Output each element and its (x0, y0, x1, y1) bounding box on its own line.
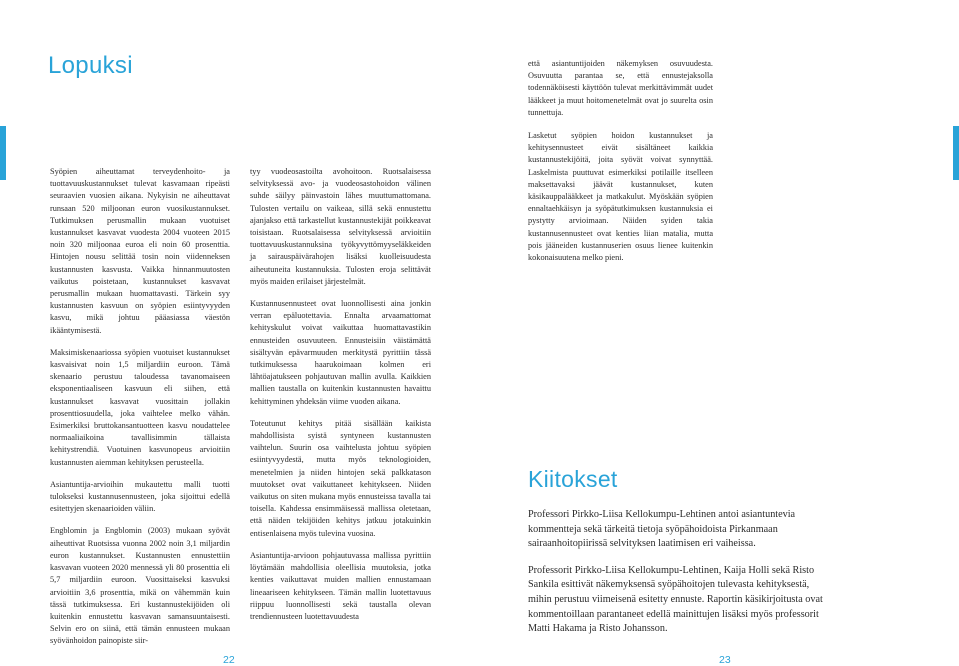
paragraph: Asiantuntija-arvioihin mukautettu malli tuotti tulokseksi kustannusennusteen, joka sijoittui edellä esitettyjen skenaarioiden väliin. (50, 479, 230, 514)
paragraph: Toteutunut kehitys pitää sisällään kaikista mahdollisista syistä syntyneen kustannusten vaihtelun. Suurin osa vaihtelusta johtuu syöpien esiintyvyydestä, mutta myös teknologioiden, menetelmien ja niiden hintojen sekä palkkatason muutokset ovat vaikuttaneet kehitykseen. Niiden vaikutus on siten mukana myös ennusteissa tavalla tai toisella. Kahdessa ensimmäisessä mallissa oletetaan, että näiden tekijöiden kehitys jatkuu jotakuinkin entisenlaisena myös tulevina vuosina. (250, 418, 431, 538)
right-column-body (528, 130, 713, 274)
right-column-top (528, 58, 713, 129)
paragraph: Engblomin ja Engblomin (2003) mukaan syövät aiheuttivat Ruotsissa vuonna 2002 noin 3,1 miljardin euron kustannukset. Kustannusten ennustettiin kasvavan vuoteen 2020 mennessä yli 80 prosenttia eli 5,7 miljardiin euroon. Vuosittaiseksi kasvuksi arvioitiin 3,6 prosenttia, mikä on vähemmän kuin tässä tutkimuksessa. Eri kustannustekijöiden oli kuitenkin ennustettu kasvavan samansuuntaisesti. Selvin ero on siinä, että tämän ennusteen mukaan syövänhoidon painopiste siir- (50, 526, 230, 646)
lopuksi-heading: Lopuksi (48, 52, 133, 79)
paragraph: Maksimiskenaariossa syöpien vuotuiset kustannukset kasvaisivat noin 1,5 miljardiin euroon. Tämä skenaario perustuu taloudessa tavanomaiseen eksponentiaaliseen kasvuun eli siihen, että kustannukset kasvavat vuosittain jollakin prosenttiosuudella, joka vaihtelee melko vähän. Esimerkiksi bruttokansantuotteen kasvu noudattelee normaaliaikoina tavallisimmin tällaista kehitystrendiä. Vuotuinen kasvunopeus arvioitiin kustannusten aiemman kehityksen perusteella. (50, 347, 230, 467)
right-edge-tab (953, 126, 959, 180)
page-number-right: 23 (719, 654, 731, 666)
paragraph: Syöpien aiheuttamat terveydenhoito- ja tuottavuuskustannukset tulevat kasvamaan ripeästi seuraavien vuosien aikana. Nykyisin ne aiheuttavat runsaan 520 miljoonan euron vuosikustannukset. Tutkimuksen perusmallin mukaan vuotuiset kustannukset kasvavat vuodesta 2004 vuoteen 2015 noin 320 miljoonaa euroa eli noin 60 prosenttia. Hintojen nousu selittää tosin noin viidenneksen kustannusten kasvusta. Vaikka hinnanmuutosten vaikutus poistetaan, kustannukset kasvavat perusmallin mukaan huomattavasti. Tärkein syy kustannusten kasvuun on syöpien esiintyvyyden kasvu, mikä johtuu pääasiassa väestön ikääntymisestä. (50, 167, 230, 335)
kiitokset-heading: Kiitokset (528, 466, 618, 492)
paragraph: Professorit Pirkko-Liisa Kellokumpu-Lehtinen, Kaija Holli sekä Risto Sankila esittivät näkemyksensä syöpähoitojen tulevasta kehityksestä, mihin perustuu viimeisenä esitetty ennuste. Raportin käsikirjoitusta ovat kommentoillaan parantaneet edellä mainittujen lisäksi myös professorit Matti Hakama ja Risto Johansson. (528, 564, 823, 635)
left-column-1 (50, 166, 230, 658)
paragraph: Lasketut syöpien hoidon kustannukset ja kehitysennusteet eivät sisältäneet kaikkia kustannustekijöitä, joita syövät voivat synnyttää. Laskelmista puuttuvat esimerkiksi potilaille itselleen maksettavaksi jäävät kustannukset, kuten käsikauppalääkkeet ja matkakulut. Myöskään syöpien ennaltaehkäisyn ja syöpätutkimuksen kustannuksia ei pystytty arvioimaan. Näiden syiden takia kustannusennusteet ovat kenties liian matalia, mutta pois jääneiden kustannuserien osuus lienee kuitenkin kokonaisuutena melko pieni. (528, 131, 713, 263)
left-column-2 (250, 166, 431, 633)
paragraph: että asiantuntijoiden näkemyksen osuvuudesta. Osuvuutta parantaa se, että ennustejaksolla todennäköisesti käyttöön tulevat merkittävimmät uudet lääkkeet ja muut hoitomenetelmät ovat jo suurelta osin tunnettuja. (528, 59, 713, 117)
paragraph: tyy vuodeosastoilta avohoitoon. Ruotsalaisessa selvityksessä avo- ja vuodeosastohoidon välinen suhde säilyy päinvastoin lähes muuttumattomana. Tulosten vertailu on vaikeaa, sillä sekä ennustettu ajanjakso että tarkastellut kustannustekijät poikkeavat toisistaan. Ruotsalaisessa selvityksessä arvioitiin tuottavuuskustannuksina työkyvyttömyyseläkkeiden ja sairauspäivärahojen lisäksi kuolleisuudesta aiheutuneita kustannuksia. Tulosten eroja selittävät myös maiden erilaiset järjestelmät. (250, 167, 431, 286)
paragraph: Asiantuntija-arvioon pohjautuvassa mallissa pyrittiin löytämään mahdollisia oleellisia muutoksia, jotka kenties vaikuttavat muiden mallien ennustamaan lineaariseen kehitykseen. Tämän mallin luotettavuus riippuu luonnollisesti sekä taustalla olevan trendiennusteen luotettavuudesta (250, 550, 431, 621)
paragraph: Kustannusennusteet ovat luonnollisesti aina jonkin verran epäluotettavia. Ennalta arvaamattomat kehityskulut voivat vaikuttaa huomattavastikin ennusteiden osuvuuteen. Ennusteisiin väistämättä sisältyvän epävarmuuden merkitystä pyrittiin tässä tutkimuksessa haarukoimaan kolmen eri lähtöajatukseen pohjautuvan mallin avulla. Kaikkien mallien taustalla on kuitenkin kustannusten havaittu kehittyminen yhdeksän viime vuoden aikana. (250, 299, 431, 406)
acknowledgements (528, 508, 830, 649)
paragraph: Professori Pirkko-Liisa Kellokumpu-Lehtinen antoi asiantuntevia kommentteja sekä tärkeitä tietoja syöpähoidoista Pirkanmaan sairaanhoitopiirissä selvityksen laatimisen eri vaiheissa. (528, 509, 796, 550)
left-edge-tab (0, 126, 6, 180)
page-number-left: 22 (223, 654, 235, 666)
